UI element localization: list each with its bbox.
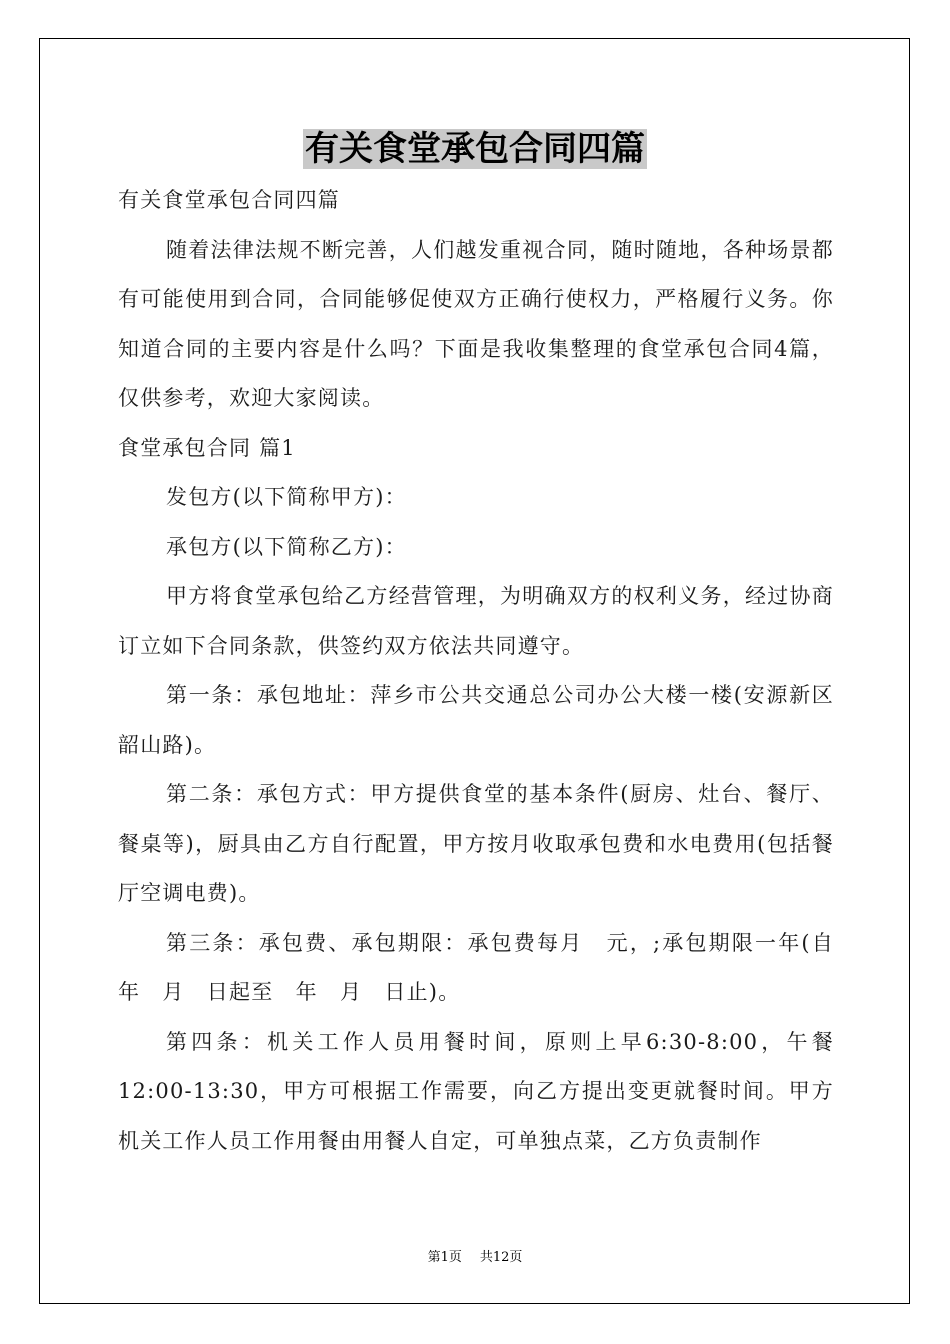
paragraph: 第二条：承包方式：甲方提供食堂的基本条件(厨房、灶台、餐厅、餐桌等)，厨具由乙方自行配置，甲方按月收取承包费和水电费用(包括餐厅空调电费)。	[118, 782, 834, 905]
paragraph: 甲方将食堂承包给乙方经营管理，为明确双方的权利义务，经过协商订立如下合同条款，供签约双方依法共同遵守。	[118, 584, 834, 658]
paragraph: 第一条：承包地址：萍乡市公共交通总公司办公大楼一楼(安源新区韶山路)。	[118, 683, 834, 757]
paragraph: 承包方(以下简称乙方)：	[166, 534, 407, 559]
page-footer	[0, 1246, 950, 1265]
paragraph: 第四条：机关工作人员用餐时间，原则上早6:30-8:00，午餐12:00-13:30，甲方可根据工作需要，向乙方提出变更就餐时间。甲方机关工作人员工作用餐由用餐人自定，可单独点菜，乙方负责制作	[118, 1029, 834, 1153]
page-number: 第1页	[427, 1250, 462, 1265]
document-body	[118, 176, 857, 1166]
paragraph: 随着法律法规不断完善，人们越发重视合同，随时随地，各种场景都有可能使用到合同，合同能够促使双方正确行使权力，严格履行义务。你知道合同的主要内容是什么吗？下面是我收集整理的食堂承包合同4篇，仅供参考，欢迎大家阅读。	[118, 237, 834, 410]
paragraph: 有关食堂承包合同四篇	[118, 188, 340, 212]
paragraph: 食堂承包合同 篇1	[118, 435, 296, 460]
paragraph: 发包方(以下简称甲方)：	[166, 485, 407, 509]
document-title-text: 有关食堂承包合同四篇	[305, 129, 645, 169]
page-total: 共12页	[479, 1250, 523, 1265]
document-title	[0, 124, 950, 174]
paragraph: 第三条：承包费、承包期限：承包费每月 元，;承包期限一年(自 年 月 日起至 年 月 日止)。	[118, 930, 857, 1004]
